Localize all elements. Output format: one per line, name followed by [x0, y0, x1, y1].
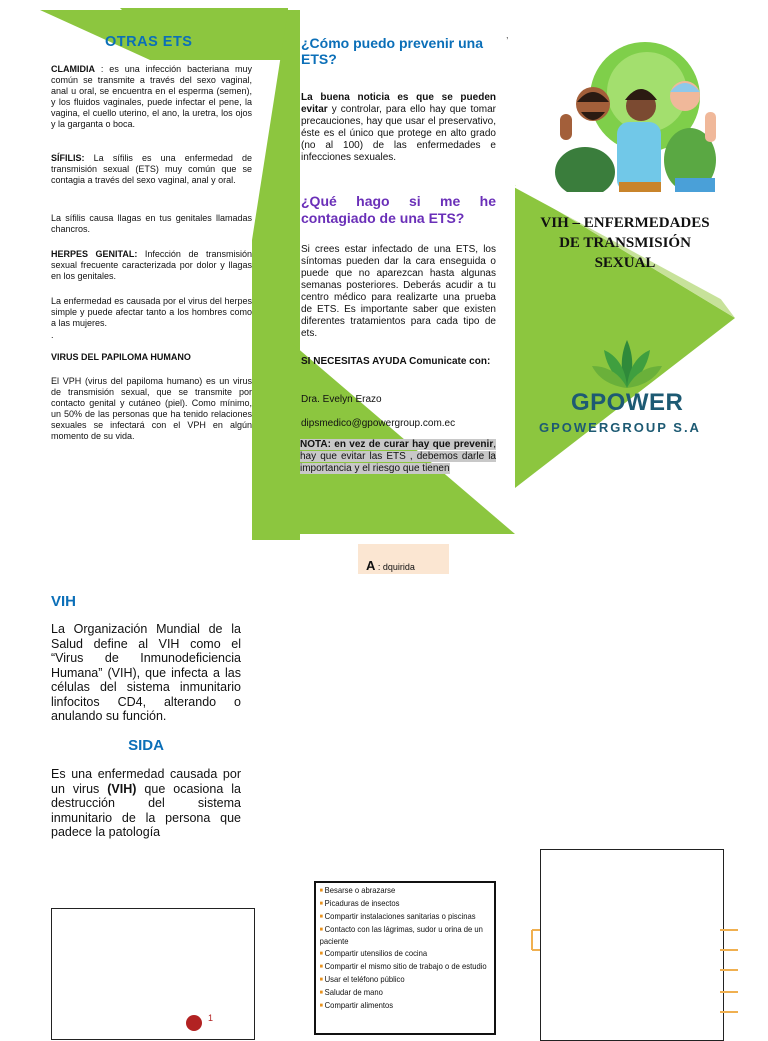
clamidia-text: : es una infección bacteriana muy común se transmite a través del sexo vaginal, anal u oral, se encuentra en el esperma (semen), y los fluidos vaginales, puede infectar el pene, la vagina, el cuello uterino, el ano, la uretra, los ojos y la garganta o boca.	[51, 64, 252, 129]
no-contagion-item	[320, 885, 495, 897]
herpes-paragraph	[51, 249, 252, 282]
sifilis-term: SÍFILIS:	[51, 153, 85, 163]
legend-desc: : dquirida	[375, 562, 415, 572]
contact-email[interactable]: dipsmedico@gpowergroup.com.ec	[301, 418, 456, 429]
panel-left-title: OTRAS ETS	[105, 34, 193, 50]
herpes-paragraph-2: La enfermedad es causada por el virus del herpes simple y puede afectar tanto a los hombres como a las mujeres.	[51, 296, 252, 328]
no-contagion-label: Compartir instalaciones sanitarias o piscinas	[324, 911, 476, 921]
no-contagion-item	[320, 898, 495, 910]
image-frame-left	[51, 908, 255, 1040]
no-contagion-item	[320, 911, 495, 923]
nota-bold: NOTA: en vez de curar hay que prevenir	[300, 439, 494, 450]
people-illustration	[555, 42, 730, 192]
no-contagion-label: Compartir el mismo sitio de trabajo o de estudio	[324, 960, 487, 971]
no-contagion-list	[316, 883, 496, 1011]
bullet-icon: ■	[319, 976, 323, 983]
svg-text:1: 1	[208, 1013, 214, 1023]
no-contagion-item	[320, 948, 495, 960]
brand-subtitle: GPOWERGROUP S.A	[539, 420, 701, 435]
brand-name: GPOWER	[571, 389, 684, 416]
bullet-icon: ■	[319, 1002, 323, 1009]
question-contagion: ¿Qué hago si me he contagiado de una ETS?	[301, 193, 496, 226]
herpes-text: Infección de transmisión sexual frecuente caracterizada por dolor y llagas en los genitales.	[51, 249, 252, 281]
sida-paragraph	[51, 767, 241, 840]
nota-paragraph	[300, 439, 496, 475]
legend-box	[358, 544, 449, 574]
vph-title: VIRUS DEL PAPILOMA HUMANO	[51, 352, 191, 362]
legend-text	[366, 558, 415, 573]
bullet-icon: ■	[319, 914, 323, 920]
sida-bold: (VIH)	[107, 781, 137, 796]
vph-paragraph: El VPH (virus del papiloma humano) es un virus de transmisión sexual, que se transmite por contacto genital y cutáneo (piel). Como mínimo, un 50% de las personas que ha tenido relaciones sexuales se infectará con el VPH en algún momento de su vida.	[51, 376, 252, 441]
no-contagion-list-box	[314, 881, 496, 1035]
no-contagion-label: Picaduras de insectos	[324, 898, 400, 908]
nota-rest: , hay que evitar las ETS , debemos darle la importancia y el riesgo que tienen	[300, 439, 496, 474]
no-contagion-label: Besarse o abrazarse	[324, 885, 396, 895]
bullet-icon: ■	[319, 963, 323, 970]
table-fragment	[530, 920, 740, 1024]
bullet-icon: ■	[319, 989, 323, 996]
dot-text: .	[51, 330, 54, 340]
bullet-icon: ■	[319, 950, 323, 957]
bullet-icon: ■	[319, 901, 323, 907]
gpower-logo-icon	[592, 338, 662, 390]
clamidia-term: CLAMIDIA	[51, 64, 95, 74]
vih-title: VIH	[51, 593, 77, 610]
green-triangle-left	[252, 10, 288, 540]
bullet-icon: ■	[319, 888, 323, 894]
tick-mark: ,	[506, 30, 509, 40]
no-contagion-item	[320, 1000, 495, 1012]
sida-post: que ocasiona la destrucción del sistema inmunitario de la persona que padece la patología	[51, 781, 241, 839]
sifilis-paragraph	[51, 153, 252, 186]
no-contagion-item	[320, 961, 495, 973]
bullet-icon: ■	[319, 927, 323, 933]
sida-pre: Es una enfermedad causada por un virus	[51, 767, 241, 796]
no-contagion-label: Saludar de mano	[324, 986, 383, 997]
brochure-title: VIH – ENFERMEDADES DE TRANSMISIÓN SEXUAL	[540, 215, 710, 271]
no-contagion-label: Usar el teléfono público	[324, 973, 405, 984]
herpes-term: HERPES GENITAL:	[51, 249, 138, 259]
question-prevent: ¿Cómo puedo prevenir una ETS?	[301, 35, 484, 67]
no-contagion-item	[320, 924, 495, 946]
ribbon-icon	[182, 1007, 222, 1037]
answer-prevent-bold: La buena noticia es que se pueden evitar	[301, 92, 496, 115]
answer-prevent-rest: y controlar, para ello hay que tomar precauciones, hay que usar el preservativo, éste es el único que protege en alto grado (no al 100) de las enfermedades e infecciones sexuales.	[301, 104, 496, 163]
no-contagion-label: Contacto con las lágrimas, sudor u orina de un paciente	[319, 924, 483, 946]
no-contagion-label: Compartir alimentos	[324, 999, 394, 1010]
no-contagion-item	[320, 987, 495, 999]
sifilis-paragraph-2: La sífilis causa llagas en tus genitales llamadas chancros.	[51, 213, 252, 234]
no-contagion-item	[320, 974, 495, 986]
answer-prevent	[301, 92, 496, 164]
answer-contagion: Si crees estar infectado de una ETS, los síntomas pueden dar la cara enseguida o puede que no aparezcan hasta algunas semanas posteriores. Deberás acudir a tu centro médico para realizarte una prueba de ETS. Es importante saber que existen diferentes tratamientos para cada tipo de ets.	[301, 244, 496, 339]
legend-letter: A	[366, 558, 376, 573]
sifilis-text: La sífilis es una enfermedad de transmisión sexual (ETS) muy común que se contagia a través del sexo vaginal, anal y oral.	[51, 153, 252, 185]
no-contagion-label: Compartir utensilios de cocina	[324, 947, 428, 958]
clamidia-paragraph	[51, 64, 252, 130]
doctor-name: Dra. Evelyn Erazo	[301, 394, 382, 405]
sida-title: SIDA	[128, 737, 164, 754]
vih-paragraph: La Organización Mundial de la Salud define al VIH como el “Virus de Inmunodeficiencia Humana” (VIH), que infecta a las células del sistema inmunitario linfocitos CD4, alterando o anulando su función.	[51, 622, 241, 723]
help-text: SI NECESITAS AYUDA Comunicate con:	[301, 356, 491, 367]
